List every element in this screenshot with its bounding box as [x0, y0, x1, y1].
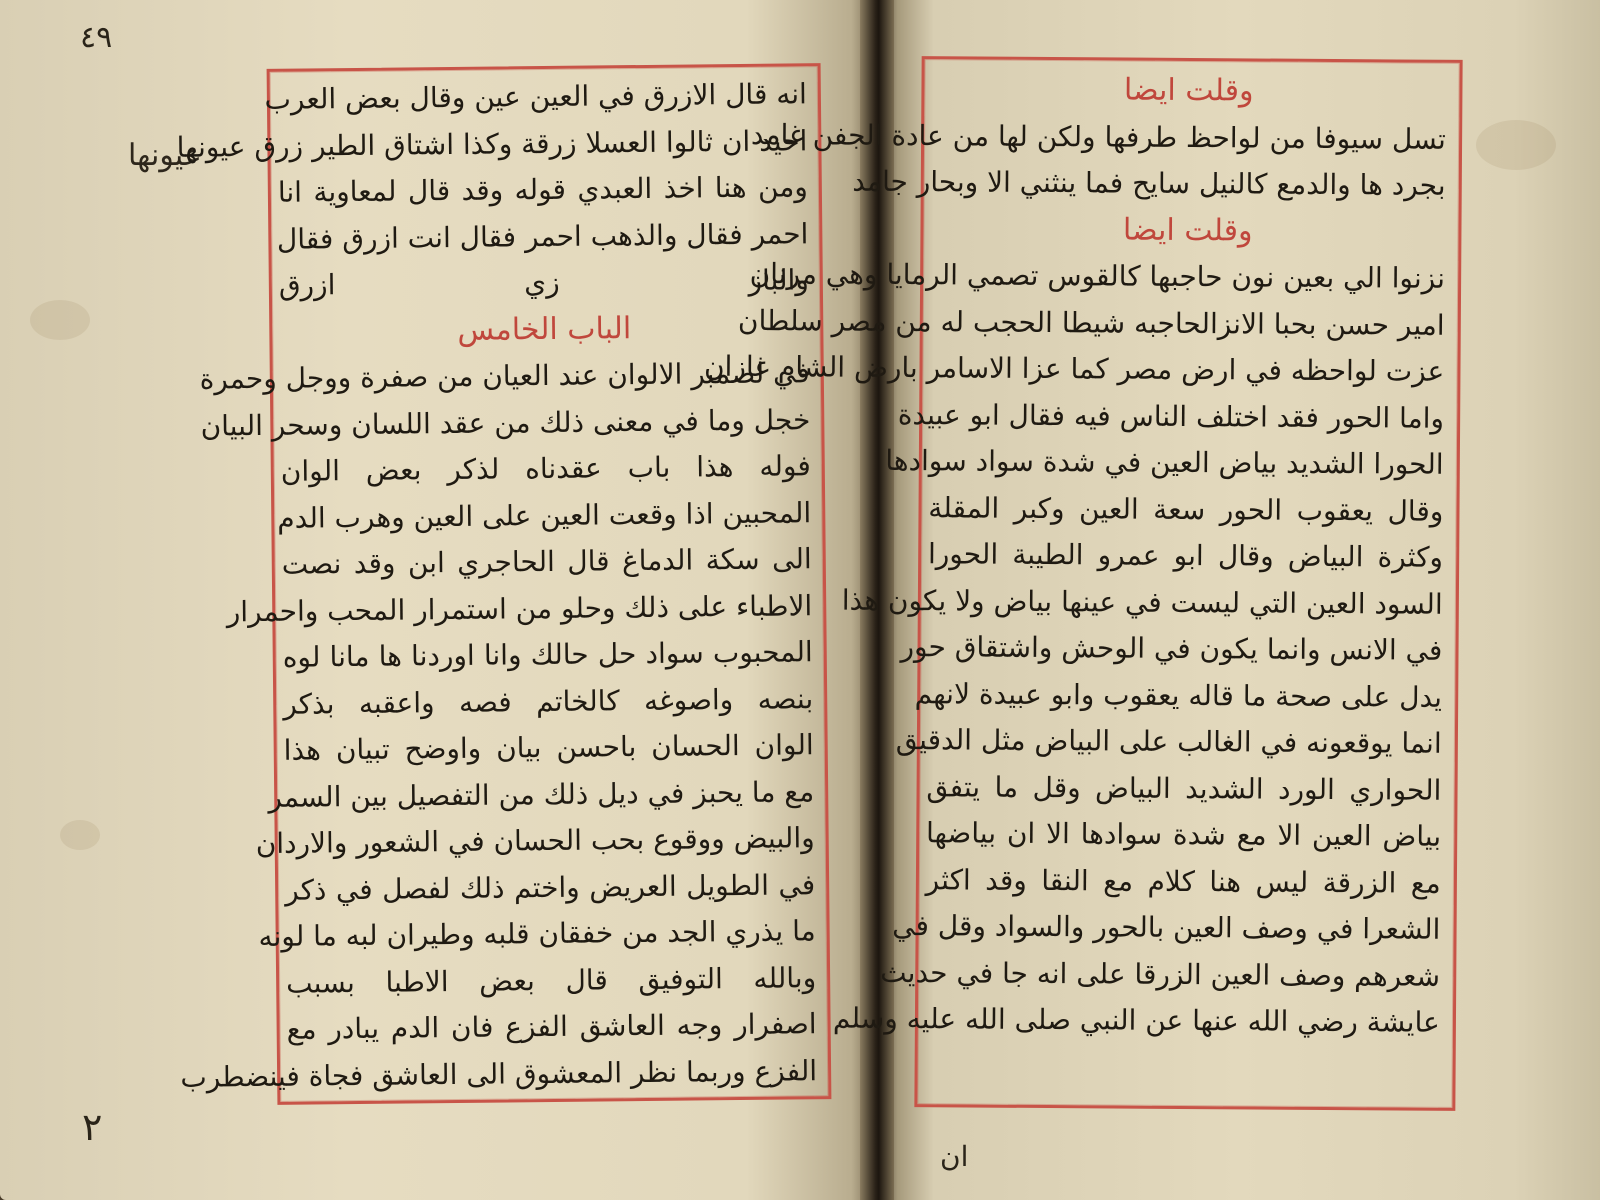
left-text-block	[176, 71, 818, 1099]
text-line: الفزع وربما نظر المعشوق الى العاشق فجاة فينضطرب	[180, 1053, 818, 1094]
text-line: عزت لواحظه في ارض مصر كما عزا الاسامر بارض الشام غازان	[703, 349, 1445, 388]
text-line: انما يوقعونه في الغالب على البياض مثل الدقيق	[895, 722, 1442, 760]
section-heading: وقلت ايضا	[1123, 72, 1254, 109]
text-line: وقال يعقوب الحور سعة العين وكبر المقلة	[928, 490, 1444, 528]
text-line: السود العين التي ليست في عينها بياض ولا يكون هذا	[841, 583, 1443, 621]
paper-stain	[60, 820, 100, 850]
paper-stain	[1476, 120, 1556, 170]
text-line: ما يذري الجد من خفقان قلبه وطيران لبه ما لونه	[258, 914, 816, 954]
text-line: مع ما يحبز في ديل ذلك من التفصيل بين السمر	[268, 774, 815, 814]
section-heading: وقلت ايضا	[1122, 212, 1253, 248]
text-line: بنصه واصوغه كالخاتم فصه واعقبه بذكر	[283, 681, 814, 721]
text-line: شعرهم وصف العين الزرقا على انه جا في حديث	[880, 955, 1441, 993]
text-line: احيد ان ثالوا العسلا زرقة وكذا اشتاق الطير زرق عيونها	[176, 123, 808, 164]
text-line: في لصمبر الالوان عند العيان من صفرة ووجل وحمرة	[199, 356, 810, 396]
text-line: الى سكة الدماغ قال الحاجري ابن وقد نصت	[281, 542, 812, 581]
text-line: المحبين اذا وقعت العين على العين وهرب الدم	[277, 495, 812, 535]
text-line: في الطويل العريض واختم ذلك لفصل في ذكر	[284, 867, 816, 907]
margin-note: عيونها	[128, 138, 202, 173]
text-line: مع الزرقة ليس هنا كلام مع النقا وقد اكثر	[925, 862, 1441, 900]
text-line: عايشة رضي الله عنها عن النبي صلى الله عليه وسلم	[832, 1001, 1440, 1039]
text-line: واما الحور فقد اختلف الناس فيه فقال ابو عبيدة	[897, 397, 1445, 435]
text-line: نزنوا الي بعين نون حاجبها كالقوس تصمي الرمايا وهي مرنان	[749, 256, 1446, 295]
right-text-block	[703, 66, 1447, 1046]
text-line: وكثرة البياض وقال ابو عمرو الطيبة الحورا	[927, 537, 1444, 574]
text-line: بياض العين الا مع شدة سوادها الا ان بياضها	[925, 816, 1442, 853]
folio-number-bottom: ٢	[82, 1105, 103, 1149]
text-line: في الانس وانما يكون في الوحش واشتقاق حور	[900, 630, 1443, 667]
text-line: والباز زي ازرق	[278, 263, 809, 302]
text-line: الحورا الشديد بياض العين في شدة سواد سوادها	[885, 443, 1444, 481]
text-line: الشعرا في وصف العين بالحور والسواد وقل في	[892, 908, 1441, 946]
text-line: انه قال الازرق في العين عين وقال بعض العرب	[264, 77, 808, 116]
text-line: المحبوب سواد حل حالك وانا اوردنا ها مانا لوه	[282, 635, 813, 674]
text-line: خجل وما في معنى ذلك من عقد اللسان وسحر البيان	[200, 402, 811, 443]
section-heading: الباب الخامس	[457, 310, 632, 348]
text-line: امير حسن بحبا الانزالحاجبه شيطا الحجب له من مصر سلطان	[737, 303, 1445, 342]
text-line: فوله هذا باب عقدناه لذكر بعض الوان	[280, 449, 811, 488]
text-line: تسل سيوفا من لواحظ طرفها ولكن لها من عادة الجفن غامد	[750, 117, 1447, 156]
text-line: وبالله التوفيق قال بعض الاطبا بسبب	[285, 960, 817, 1000]
text-line: الاطباء على ذلك وحلو من استمرار المحب واحمرار	[226, 588, 813, 628]
text-line: ومن هنا اخذ العبدي قوله وقد قال لمعاوية انا	[277, 170, 809, 209]
text-line: اصفرار وجه العاشق الفزع فان الدم يبادر مع	[286, 1007, 817, 1046]
paper-stain	[30, 300, 90, 340]
text-line: الوان الحسان باحسن بيان واوضح تبيان هذا	[283, 728, 814, 767]
text-line: الحواري الورد الشديد البياض وقل ما يتفق	[926, 769, 1442, 807]
text-line: يدل على صحة ما قاله يعقوب وابو عبيدة لانهم	[914, 676, 1443, 714]
text-line: بجرد ها والدمع كالنيل سايح فما ينثني الا وبحار جامد	[852, 164, 1446, 202]
text-line: والبيض ووقوع بحب الحسان في الشعور والاردان	[255, 821, 815, 861]
catchword: ان	[940, 1140, 969, 1173]
folio-number-top: ٤٩	[80, 20, 113, 55]
text-line: احمر فقال والذهب احمر فقال انت ازرق فقال	[276, 216, 809, 256]
